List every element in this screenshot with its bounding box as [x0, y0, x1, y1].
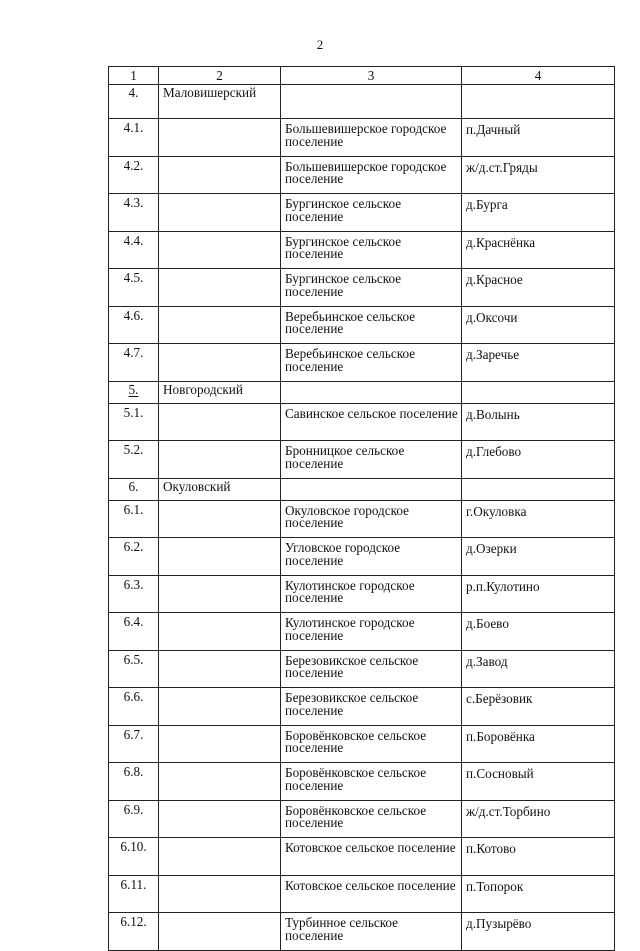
district-name	[159, 838, 281, 876]
table-row	[109, 688, 615, 726]
district-name	[159, 875, 281, 913]
district-name	[159, 500, 281, 538]
header-col-4: 4	[462, 67, 615, 85]
place-name: с.Берёзовик	[462, 688, 615, 726]
table-row	[109, 575, 615, 613]
district-name	[159, 403, 281, 441]
row-number: 6.12.	[109, 913, 159, 951]
table-row	[109, 875, 615, 913]
row-number: 4.1.	[109, 119, 159, 157]
place-name: г.Окуловка	[462, 500, 615, 538]
row-number: 4.7.	[109, 344, 159, 382]
table-row	[109, 650, 615, 688]
place-name: п.Сосновый	[462, 763, 615, 801]
table-row	[109, 344, 615, 382]
place-name: д.Глебово	[462, 441, 615, 479]
table-row	[109, 194, 615, 232]
row-number: 4.6.	[109, 306, 159, 344]
row-number: 6.7.	[109, 725, 159, 763]
settlement-name: Большевишерское городское поселение	[281, 119, 462, 157]
page-number: 2	[316, 37, 324, 52]
table-row	[109, 441, 615, 479]
district-name: Новгородский	[159, 381, 281, 403]
district-name: Маловишерский	[159, 85, 281, 119]
header-col-3: 3	[281, 67, 462, 85]
row-number: 6.8.	[109, 763, 159, 801]
district-name	[159, 538, 281, 576]
district-name	[159, 344, 281, 382]
table-row	[109, 800, 615, 838]
place-name	[462, 478, 615, 500]
row-number: 6.10.	[109, 838, 159, 876]
settlement-name: Бургинское сельское поселение	[281, 231, 462, 269]
settlement-name: Боровёнковское сельское поселение	[281, 763, 462, 801]
settlements-table	[108, 66, 615, 951]
place-name: д.Завод	[462, 650, 615, 688]
settlement-name: Кулотинское городское поселение	[281, 613, 462, 651]
settlement-name: Березовикское сельское поселение	[281, 650, 462, 688]
table-row	[109, 269, 615, 307]
settlement-name: Котовское сельское поселение	[281, 875, 462, 913]
place-name	[462, 381, 615, 403]
settlement-name: Савинское сельское поселение	[281, 403, 462, 441]
place-name: п.Котово	[462, 838, 615, 876]
district-name	[159, 800, 281, 838]
district-name	[159, 231, 281, 269]
place-name: д.Заречье	[462, 344, 615, 382]
row-number: 5.1.	[109, 403, 159, 441]
place-name: п.Дачный	[462, 119, 615, 157]
table-row	[109, 231, 615, 269]
place-name: р.п.Кулотино	[462, 575, 615, 613]
district-name	[159, 156, 281, 194]
table-row	[109, 838, 615, 876]
row-number: 6.9.	[109, 800, 159, 838]
settlement-name: Котовское сельское поселение	[281, 838, 462, 876]
row-number-text: 5.	[128, 381, 139, 397]
settlement-name: Боровёнковское сельское поселение	[281, 725, 462, 763]
settlement-name: Веребьинское сельское поселение	[281, 306, 462, 344]
place-name: п.Топорок	[462, 875, 615, 913]
row-number: 4.2.	[109, 156, 159, 194]
place-name: д.Пузырёво	[462, 913, 615, 951]
district-name	[159, 119, 281, 157]
table-row	[109, 538, 615, 576]
district-name: Окуловский	[159, 478, 281, 500]
settlement-name: Боровёнковское сельское поселение	[281, 800, 462, 838]
table-row	[109, 613, 615, 651]
settlement-name	[281, 381, 462, 403]
row-number: 4.4.	[109, 231, 159, 269]
district-name	[159, 269, 281, 307]
place-name: п.Боровёнка	[462, 725, 615, 763]
table-row	[109, 913, 615, 951]
settlement-name: Бронницкое сельское поселение	[281, 441, 462, 479]
settlement-name: Большевишерское городское поселение	[281, 156, 462, 194]
district-name	[159, 194, 281, 232]
settlement-name: Турбинное сельское поселение	[281, 913, 462, 951]
row-number: 4.3.	[109, 194, 159, 232]
district-name	[159, 763, 281, 801]
place-name: д.Краснёнка	[462, 231, 615, 269]
row-number: 6.5.	[109, 650, 159, 688]
settlement-name: Кулотинское городское поселение	[281, 575, 462, 613]
district-name	[159, 306, 281, 344]
table-row	[109, 403, 615, 441]
row-number: 6.3.	[109, 575, 159, 613]
row-number: 5.2.	[109, 441, 159, 479]
header-col-1: 1	[109, 67, 159, 85]
settlement-name: Угловское городское поселение	[281, 538, 462, 576]
settlement-name	[281, 85, 462, 119]
table-row	[109, 156, 615, 194]
district-row	[109, 478, 615, 500]
row-number: 6.1.	[109, 500, 159, 538]
place-name: д.Боево	[462, 613, 615, 651]
district-row	[109, 85, 615, 119]
district-name	[159, 441, 281, 479]
row-number: 6.4.	[109, 613, 159, 651]
table-row	[109, 500, 615, 538]
table-row	[109, 119, 615, 157]
table-row	[109, 725, 615, 763]
row-number: 6.	[109, 478, 159, 500]
table-row	[109, 763, 615, 801]
place-name: д.Озерки	[462, 538, 615, 576]
district-name	[159, 613, 281, 651]
place-name: д.Оксочи	[462, 306, 615, 344]
district-name	[159, 575, 281, 613]
district-name	[159, 725, 281, 763]
district-name	[159, 913, 281, 951]
place-name: д.Красное	[462, 269, 615, 307]
district-name	[159, 688, 281, 726]
place-name	[462, 85, 615, 119]
settlement-name: Бургинское сельское поселение	[281, 269, 462, 307]
settlement-name: Бургинское сельское поселение	[281, 194, 462, 232]
settlement-name: Окуловское городское поселение	[281, 500, 462, 538]
row-number: 4.5.	[109, 269, 159, 307]
table-row	[109, 306, 615, 344]
place-name: ж/д.ст.Торбино	[462, 800, 615, 838]
place-name: ж/д.ст.Гряды	[462, 156, 615, 194]
settlement-name: Березовикское сельское поселение	[281, 688, 462, 726]
settlement-name: Веребьинское сельское поселение	[281, 344, 462, 382]
row-number: 4.	[109, 85, 159, 119]
district-row	[109, 381, 615, 403]
row-number	[109, 381, 159, 403]
table-header-row	[109, 67, 615, 85]
place-name: д.Волынь	[462, 403, 615, 441]
row-number: 6.11.	[109, 875, 159, 913]
place-name: д.Бурга	[462, 194, 615, 232]
row-number: 6.2.	[109, 538, 159, 576]
header-col-2: 2	[159, 67, 281, 85]
district-name	[159, 650, 281, 688]
settlement-name	[281, 478, 462, 500]
row-number: 6.6.	[109, 688, 159, 726]
